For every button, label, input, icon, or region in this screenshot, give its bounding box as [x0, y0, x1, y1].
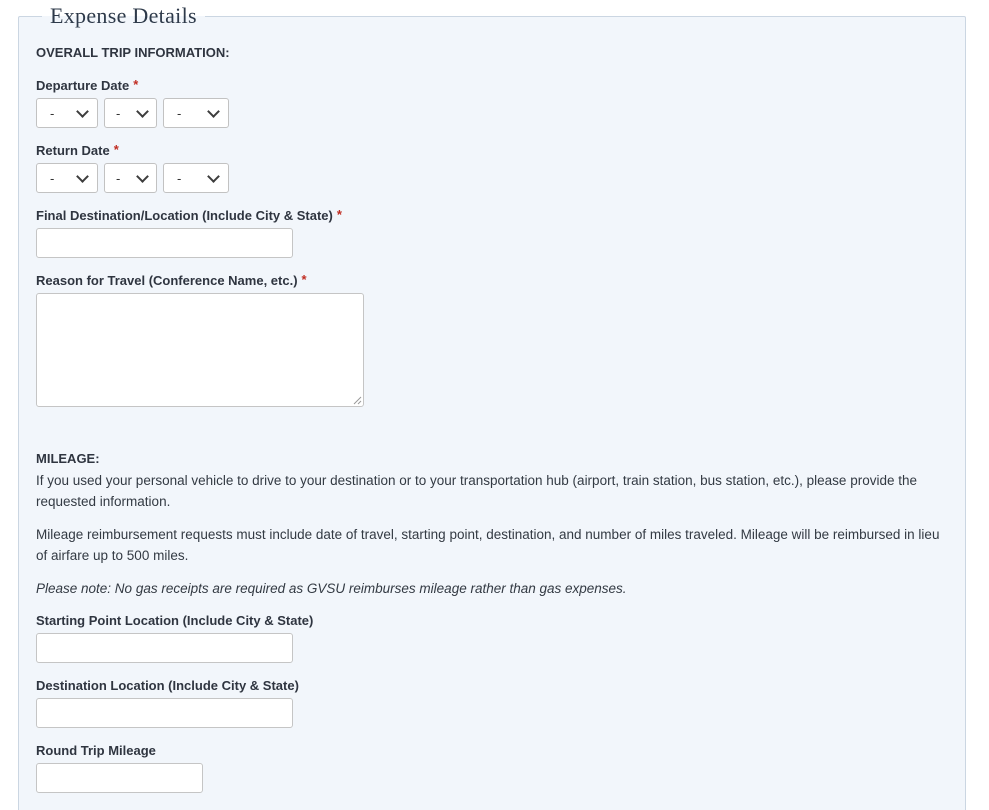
trip-section-heading: OVERALL TRIP INFORMATION:	[36, 45, 230, 60]
final-destination-field	[36, 209, 945, 258]
final-destination-label	[36, 209, 945, 223]
reason-for-travel-textarea-wrap	[36, 293, 364, 407]
departure-date-label-text: Departure Date	[36, 78, 130, 93]
starting-point-label-text: Starting Point Location (Include City & State)	[36, 613, 314, 628]
required-asterisk: *	[336, 207, 342, 222]
reason-for-travel-label	[36, 274, 945, 288]
mileage-section-heading: MILEAGE:	[36, 451, 100, 466]
departure-year-value: -	[177, 105, 182, 121]
starting-point-field	[36, 614, 945, 663]
chevron-down-icon	[207, 105, 220, 118]
chevron-down-icon	[136, 105, 149, 118]
required-asterisk: *	[133, 77, 139, 92]
mileage-paragraph-1: If you used your personal vehicle to drive to your destination or to your transportation hub (airport, train station, bus station, etc.), please provide the requested information.	[36, 473, 917, 509]
final-destination-input[interactable]	[36, 228, 293, 258]
return-month-select[interactable]	[36, 163, 98, 193]
return-year-select[interactable]	[163, 163, 229, 193]
round-trip-mileage-field	[36, 744, 945, 793]
return-date-label-text: Return Date	[36, 143, 110, 158]
chevron-down-icon	[207, 170, 220, 183]
destination-location-input[interactable]	[36, 698, 293, 728]
starting-point-input[interactable]	[36, 633, 293, 663]
round-trip-mileage-input[interactable]	[36, 763, 203, 793]
departure-day-value: -	[116, 105, 121, 121]
round-trip-mileage-label-text: Round Trip Mileage	[36, 743, 156, 758]
return-date-field	[36, 144, 945, 193]
expense-details-panel	[18, 3, 966, 810]
round-trip-mileage-label	[36, 744, 945, 758]
return-day-value: -	[116, 170, 121, 186]
chevron-down-icon	[76, 170, 89, 183]
chevron-down-icon	[76, 105, 89, 118]
departure-day-select[interactable]	[104, 98, 157, 128]
departure-date-label	[36, 79, 945, 93]
return-year-value: -	[177, 170, 182, 186]
mileage-paragraph-2: Mileage reimbursement requests must include date of travel, starting point, destination, and number of miles traveled. Mileage will be reimbursed in lieu of airfare up to 500 miles.	[36, 527, 940, 563]
return-month-value: -	[50, 170, 55, 186]
departure-date-selects	[36, 98, 945, 128]
required-asterisk: *	[113, 142, 119, 157]
return-date-label	[36, 144, 945, 158]
mileage-note: Please note: No gas receipts are required as GVSU reimburses mileage rather than gas expenses.	[36, 581, 627, 596]
page-title: Expense Details	[50, 3, 197, 28]
destination-location-field	[36, 679, 945, 728]
return-date-selects	[36, 163, 945, 193]
reason-for-travel-field	[36, 274, 945, 407]
return-day-select[interactable]	[104, 163, 157, 193]
reason-for-travel-textarea[interactable]	[36, 293, 364, 407]
reason-for-travel-label-text: Reason for Travel (Conference Name, etc.)	[36, 273, 298, 288]
required-asterisk: *	[301, 272, 307, 287]
destination-location-label	[36, 679, 945, 693]
departure-month-value: -	[50, 105, 55, 121]
final-destination-label-text: Final Destination/Location (Include City & State)	[36, 208, 333, 223]
chevron-down-icon	[136, 170, 149, 183]
departure-date-field	[36, 79, 945, 128]
departure-month-select[interactable]	[36, 98, 98, 128]
destination-location-label-text: Destination Location (Include City & State)	[36, 678, 299, 693]
departure-year-select[interactable]	[163, 98, 229, 128]
starting-point-label	[36, 614, 945, 628]
